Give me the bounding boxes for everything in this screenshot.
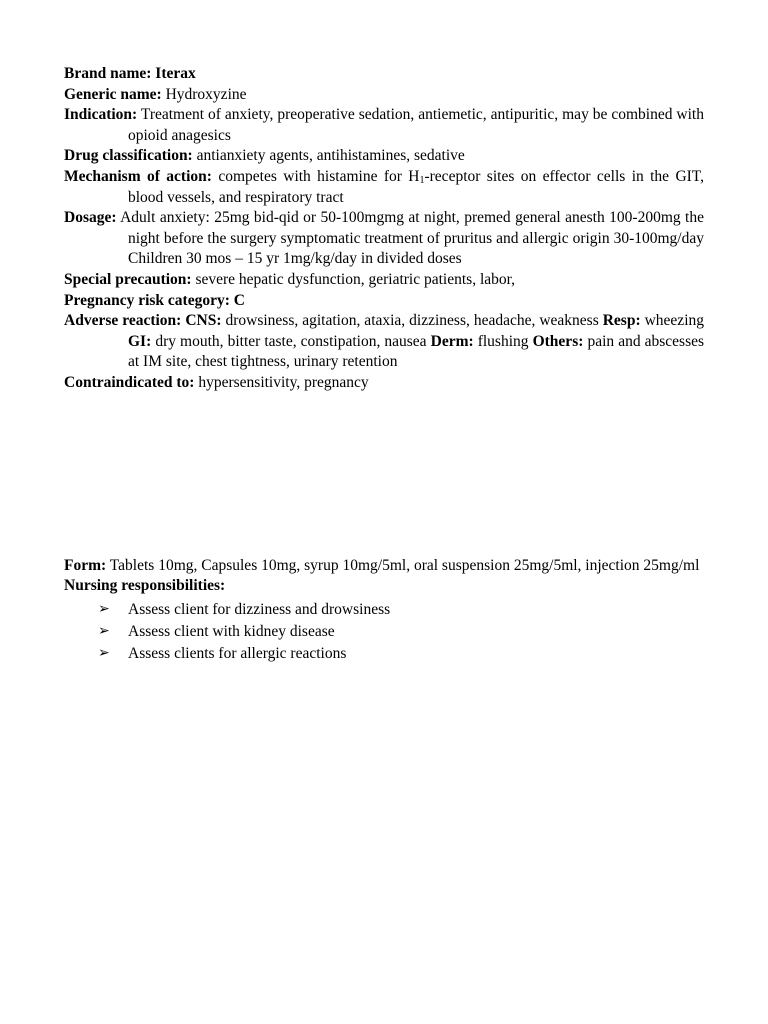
- adverse-entry: [64, 311, 704, 373]
- brand-name-entry: [64, 64, 704, 85]
- classification-entry: [64, 146, 704, 167]
- dosage-label: Dosage:: [64, 209, 117, 227]
- dosage-value: Adult anxiety: 25mg bid-qid or 50-100mgmg at night, premed general anesth 100-200mg the night before the surgery symptomatic treatment of pruritus and allergic origin 30-100mg/day Children 30 mos – 15 yr 1mg/kg/day in divided doses: [120, 209, 704, 268]
- list-item-text: Assess client with kidney disease: [128, 622, 335, 640]
- indication-value: Treatment of anxiety, preoperative sedation, antiemetic, antipuritic, may be combined with opioid anagesics: [128, 106, 704, 144]
- form-label: Form:: [64, 556, 107, 574]
- precaution-value: severe hepatic dysfunction, geriatric patients, labor,: [195, 270, 516, 288]
- indication-label: Indication:: [64, 106, 138, 124]
- drug-study-document: [64, 64, 704, 665]
- mechanism-entry: [64, 167, 704, 208]
- mechanism-subscript: 1: [419, 174, 425, 186]
- adverse-label: Adverse reaction:: [64, 312, 182, 330]
- contraindication-label: Contraindicated to:: [64, 373, 195, 391]
- cns-label: CNS:: [185, 312, 222, 330]
- form-value: Tablets 10mg, Capsules 10mg, syrup 10mg/5ml, oral suspension 25mg/5ml, injection 25mg/ml: [109, 556, 700, 574]
- list-item-text: Assess client for dizziness and drowsiness: [128, 600, 391, 618]
- arrow-bullet-icon: ➢: [98, 601, 110, 617]
- nursing-heading-entry: [64, 576, 704, 597]
- list-item: [64, 599, 704, 621]
- list-item: [64, 643, 704, 665]
- pregnancy-category: Pregnancy risk category: C: [64, 291, 245, 309]
- list-item: [64, 621, 704, 643]
- blank-space: [64, 394, 704, 556]
- derm-value: flushing: [477, 332, 529, 350]
- dosage-entry: [64, 208, 704, 270]
- derm-label: Derm:: [430, 332, 474, 350]
- pregnancy-entry: [64, 291, 704, 312]
- nursing-label: Nursing responsibilities:: [64, 577, 226, 595]
- cns-value: drowsiness, agitation, ataxia, dizziness, headache, weakness: [225, 312, 599, 330]
- precaution-entry: [64, 270, 704, 291]
- precaution-label: Special precaution:: [64, 270, 192, 288]
- mechanism-value-post: -receptor sites on effector cells in the GIT, blood vessels, and respiratory tract: [128, 167, 704, 206]
- generic-name-value: Hydroxyzine: [165, 85, 247, 103]
- list-item-text: Assess clients for allergic reactions: [128, 644, 347, 662]
- form-entry: [64, 556, 704, 577]
- arrow-bullet-icon: ➢: [98, 645, 110, 661]
- mechanism-label: Mechanism of action:: [64, 167, 212, 185]
- classification-label: Drug classification:: [64, 147, 193, 165]
- nursing-list: [64, 599, 704, 665]
- arrow-bullet-icon: ➢: [98, 623, 110, 639]
- indication-entry: [64, 105, 704, 146]
- mechanism-value-pre: competes with histamine for H: [218, 167, 420, 185]
- others-label: Others:: [532, 332, 584, 350]
- brand-name-value: Iterax: [155, 65, 196, 82]
- contraindication-entry: [64, 373, 704, 394]
- generic-name-entry: [64, 85, 704, 106]
- resp-label: Resp:: [602, 312, 641, 330]
- gi-value: dry mouth, bitter taste, constipation, nausea: [155, 332, 427, 350]
- brand-name-label: Brand name:: [64, 65, 152, 82]
- contraindication-value: hypersensitivity, pregnancy: [198, 373, 369, 391]
- gi-label: GI:: [128, 332, 152, 350]
- others-value: pain and abscesses at IM site, chest tightness, urinary retention: [128, 332, 705, 371]
- classification-value: antianxiety agents, antihistamines, sedative: [196, 147, 465, 165]
- resp-value: wheezing: [644, 312, 704, 330]
- generic-name-label: Generic name:: [64, 85, 162, 103]
